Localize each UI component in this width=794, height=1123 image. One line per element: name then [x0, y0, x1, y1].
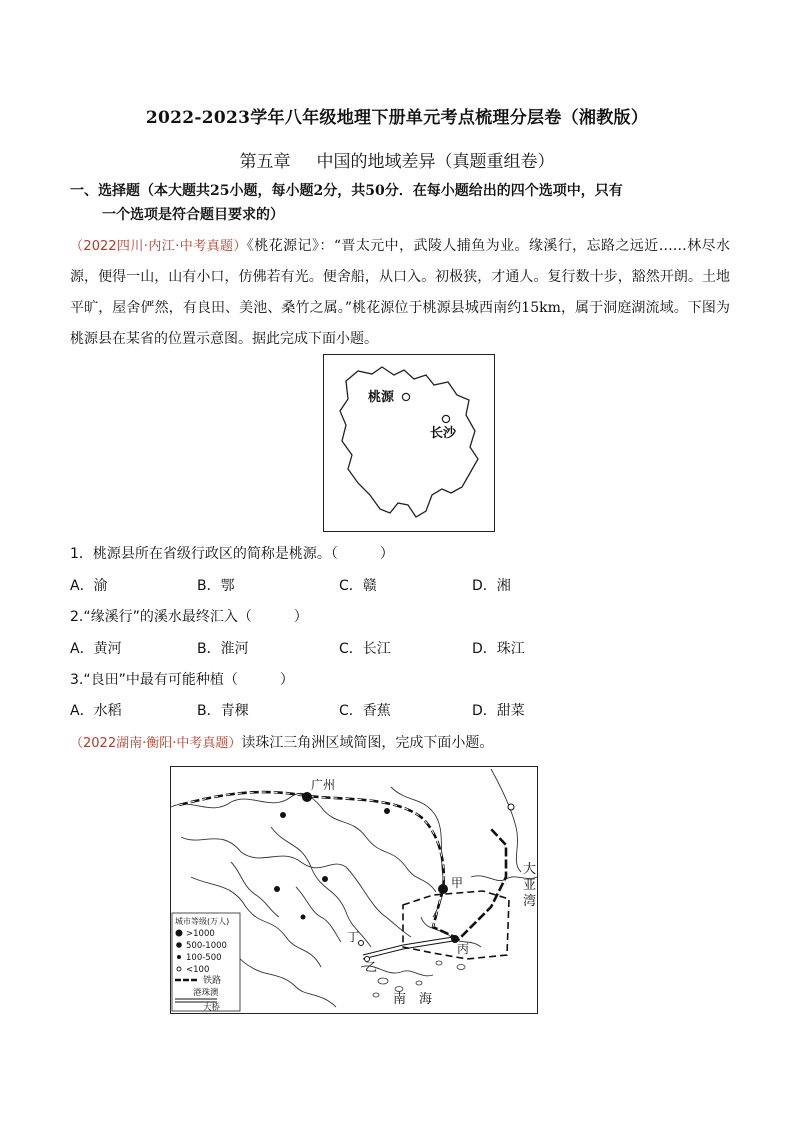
city-dot [274, 886, 280, 892]
legend-item-3: 100-500 [186, 953, 222, 963]
city-dot [322, 876, 328, 882]
province-boundary [340, 367, 478, 517]
passage-1 [70, 231, 730, 355]
bay-label-2: 亚 [523, 878, 537, 893]
question-1-option-a[interactable]: A．渝 [70, 578, 108, 594]
taoyuan-point [402, 393, 409, 400]
taoyuan-location-map [323, 354, 495, 532]
question-3-option-c[interactable]: C．香蕉 [339, 703, 391, 719]
legend-item-2: 500-1000 [186, 941, 227, 951]
taoyuan-label: 桃源 [368, 390, 395, 405]
section-heading-line2: 一个选项是符合题目要求的） [102, 207, 284, 223]
bay-label-3: 湾 [523, 894, 537, 909]
question-1-option-d[interactable]: D．湘 [472, 578, 511, 594]
chapter-heading [0, 147, 794, 172]
question-2-option-d[interactable]: D．珠江 [472, 641, 525, 657]
hunan-outline-figure [324, 355, 494, 531]
changsha-label: 长沙 [430, 426, 457, 441]
passage-2-source: （2022湖南·衡阳·中考真题） [70, 736, 242, 751]
hzm-bridge [363, 937, 453, 955]
jia-city [438, 884, 448, 894]
ding-city [359, 941, 364, 946]
bay-label-1: 大 [523, 862, 537, 877]
section-heading-line1: 一、选择题（本大题共25小题，每小题2分，共50分．在每小题给出的四个选项中，只有 [70, 183, 623, 199]
document-title: 2022-2023学年八年级地理下册单元考点梳理分层卷（湘教版） [145, 108, 649, 128]
question-3-option-b[interactable]: B．青稞 [197, 703, 249, 719]
prd-map-figure [171, 767, 537, 1013]
passage-2 [70, 732, 493, 752]
passage-1-text: 《桃花源记》：“晋太元中，武陵人捕鱼为业。缘溪行，忘路之远近……林尽水源，便得一山，山有小口，仿佛若有光。便舍船，从口入。初极狭，才通人。复行数十步，豁然开朗。土地平旷，屋舍俨然，有良田、美池、桑竹之属。”桃花源位于桃源县城西南约15km，属于洞庭湖流域。下图为桃源县在某省的位置示意图。据此完成下面小题。 [70, 238, 730, 347]
city-dot [384, 808, 390, 814]
jia-label: 甲 [451, 876, 464, 890]
question-3-stem: 3.“良田”中最有可能种植（ ） [70, 672, 294, 688]
legend-item-1: >1000 [186, 929, 215, 939]
changsha-point [442, 415, 449, 422]
city-dot [508, 804, 514, 810]
pearl-river-delta-map [170, 766, 538, 1014]
legend-symbol-small [177, 955, 181, 959]
ding-label: 丁 [347, 930, 360, 944]
legend-title: 城市等级(万人) [175, 917, 230, 926]
guangzhou-city [302, 792, 312, 802]
passage-2-text: 读珠江三角洲区域简图，完成下面小题。 [241, 735, 494, 751]
question-2-option-a[interactable]: A．黄河 [70, 641, 122, 657]
yi-label: 乙 [365, 960, 378, 974]
chapter-title: 中国的地域差异（真题重组卷） [316, 152, 555, 172]
railway-line-inner [179, 792, 444, 927]
section-heading [70, 179, 730, 227]
question-1-stem: 1．桃源县所在省级行政区的简称是桃源。（ ） [70, 546, 394, 562]
legend-railway: 铁路 [203, 976, 222, 986]
legend-symbol-large [176, 930, 183, 937]
question-2-stem: 2.“缘溪行”的溪水最终汇入（ ） [70, 609, 308, 625]
legend-symbol-medium [176, 942, 182, 948]
legend-bridge-1: 港珠澳 [193, 988, 219, 998]
chapter-number: 第五章 [239, 152, 291, 172]
bing-label: 丙 [457, 942, 470, 956]
map-legend [172, 913, 240, 1013]
question-2-option-c[interactable]: C．长江 [339, 641, 391, 657]
legend-symbol-open [177, 967, 181, 971]
question-1-option-c[interactable]: C．赣 [339, 578, 377, 594]
city-dot [280, 812, 286, 818]
question-3-option-d[interactable]: D．甜菜 [472, 703, 525, 719]
question-2-option-b[interactable]: B．淮河 [197, 641, 249, 657]
legend-bridge-2: 大桥 [203, 1003, 221, 1013]
sea-label: 南 海 [393, 992, 433, 1007]
question-3-option-a[interactable]: A．水稻 [70, 703, 122, 719]
legend-item-4: <100 [186, 965, 210, 975]
guangzhou-label: 广州 [311, 778, 336, 792]
city-dot [301, 915, 306, 920]
question-1-option-b[interactable]: B．鄂 [197, 578, 235, 594]
passage-1-source: （2022四川·内江·中考真题） [70, 239, 247, 254]
